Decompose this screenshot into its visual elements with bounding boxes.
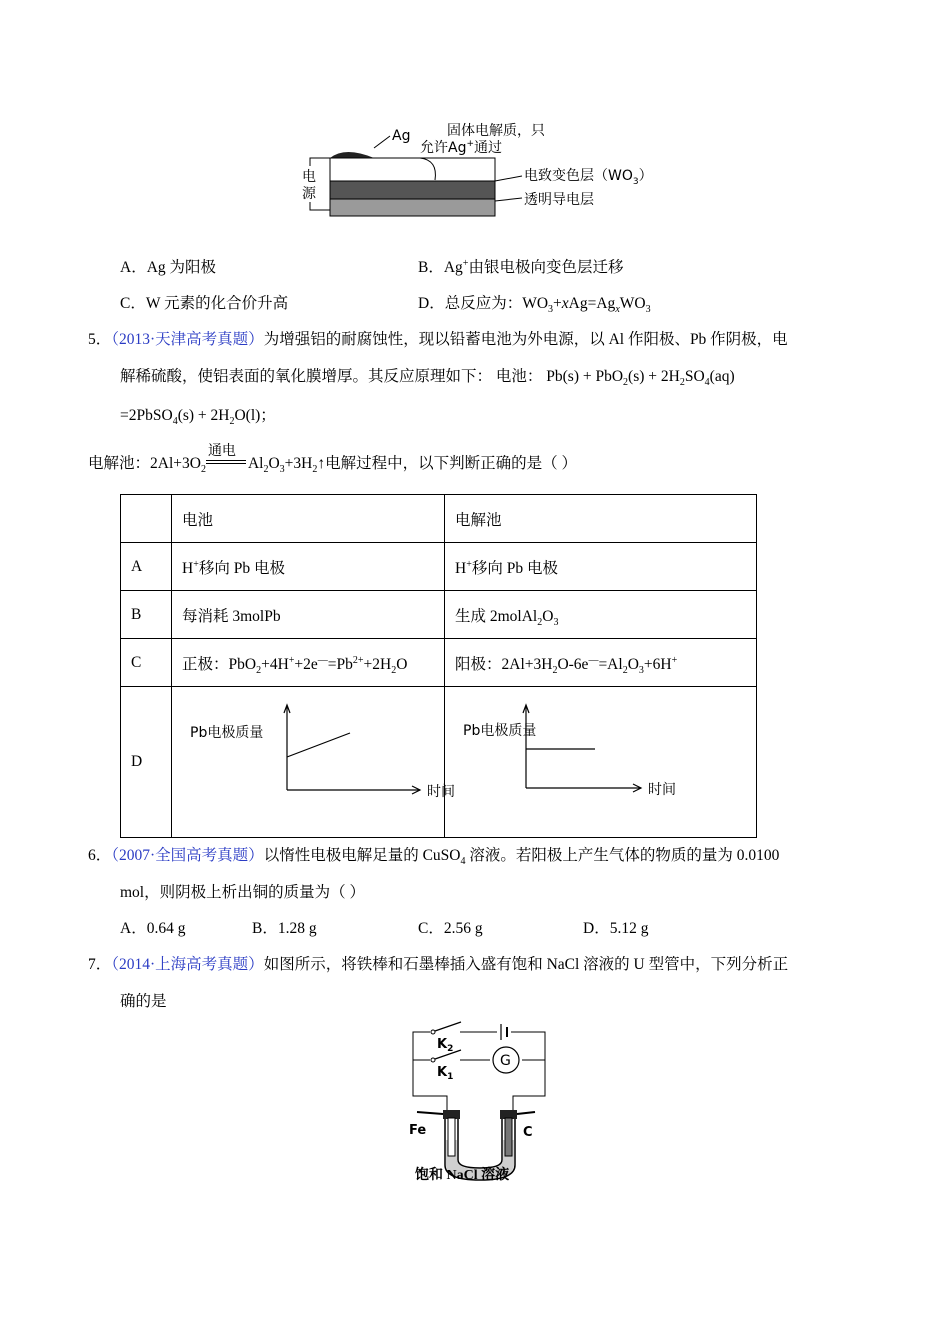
question-number: 7． — [88, 956, 112, 973]
q4-option-a: A．Ag 为阳极 — [120, 259, 217, 276]
reaction-condition: 通电 — [206, 458, 248, 468]
fe-rod — [448, 1118, 455, 1156]
q5-answer-table — [120, 494, 757, 838]
table-header: 电解池 — [445, 495, 757, 543]
question-source: （2013·天津高考真题） — [111, 331, 264, 348]
q6-option-c: C．2.56 g — [418, 920, 483, 937]
outer-circuit-wire — [413, 1032, 545, 1112]
q5-stem-line-2: 解稀硫酸，使铝表面的氧化膜增厚。其反应原理如下： 电池： $Pb(s) + PbO_2(s) + 2H_2SO_4(aq)$ — [120, 368, 735, 389]
q4-option-b: B．Ag+由银电极向变色层迁移 — [418, 257, 624, 276]
table-row-a — [121, 543, 757, 591]
q7-stem-line-2: 确的是 — [120, 993, 167, 1010]
table-cell: 阳极：$2Al+3H_2O-6e^—=Al_2O_3+6H^+$ — [445, 639, 757, 687]
electrolyte-label-1: 固体电解质，只 — [447, 123, 545, 139]
table-cell — [445, 687, 757, 838]
solid-electrolyte-layer — [330, 158, 495, 181]
q5-stem-line-1: 5．（2013·天津高考真题）为增强铝的耐腐蚀性，现以铅蓄电池为外电源，以 Al 作阳极、Pb 作阴极，电 — [88, 331, 788, 348]
x-axis-label: 时间 — [427, 784, 455, 800]
question-number: 6． — [88, 847, 112, 864]
k2-label: $K_2$ — [437, 1037, 454, 1054]
c-label: C — [523, 1125, 533, 1140]
row-label: D — [121, 687, 172, 838]
q5-electrolysis-equation: 电解池：$2Al+3O_2$ 通电 $Al_2O_3+3H_2↑$电解过程中，以下判断正确的是（ ） — [88, 443, 577, 476]
table-cell — [121, 495, 172, 543]
q4-option-d: D．总反应为：$WO_3+xAg=Ag_xWO_3$ — [418, 295, 651, 316]
y-axis-label: Pb电极质量 — [463, 723, 537, 739]
question-number: 5． — [88, 331, 112, 348]
electrochromic-device-figure — [290, 118, 680, 223]
table-cell: 生成 $2molAl_2O_3$ — [445, 591, 757, 639]
table-row-c — [121, 639, 757, 687]
row-label: A — [121, 543, 172, 591]
k1-switch-contact — [431, 1058, 435, 1062]
q6-option-d: D．5.12 g — [583, 920, 649, 937]
electrochromic-layer-label: 电致变色层$(WO_3)$ — [524, 168, 653, 187]
q4-option-c: C．W 元素的化合价升高 — [120, 295, 289, 312]
y-axis-label: Pb电极质量 — [190, 725, 264, 741]
electrolysis-pb-mass-graph — [445, 687, 755, 832]
question-source: （2014·上海高考真题） — [111, 956, 264, 973]
q6-stem-line-2: mol，则阴极上析出铜的质量为（ ） — [120, 884, 365, 901]
ag-electrode — [330, 152, 374, 158]
u-tube-caption: 饱和 NaCl 溶液 — [415, 1168, 510, 1183]
table-cell: H+移向 Pb 电极 — [172, 543, 445, 591]
fe-lead — [417, 1112, 443, 1114]
q7-stem-line-1: 7．（2014·上海高考真题）如图所示，将铁棒和石墨棒插入盛有饱和 NaCl 溶液的 U 型管中，下列分析正 — [88, 956, 789, 973]
ag-label: Ag — [392, 128, 411, 144]
row-label: C — [121, 639, 172, 687]
electrochromic-layer — [330, 181, 495, 199]
carbon-rod — [505, 1118, 512, 1156]
electrolyte-label-2: 允许Ag+通过 — [420, 139, 503, 156]
q5-stem-line-3: =2PbSO$_4$(s) + $2H_2O(l)$； — [120, 407, 276, 428]
table-row-b — [121, 591, 757, 639]
row-label: B — [121, 591, 172, 639]
table-header: 电池 — [172, 495, 445, 543]
mass-curve — [287, 733, 350, 757]
power-label-1: 电 — [302, 169, 316, 185]
fe-label: Fe — [409, 1123, 427, 1138]
power-label-2: 源 — [302, 186, 316, 202]
q6-option-b: B．1.28 g — [252, 920, 317, 937]
q6-stem-line-1: 6．（2007·全国高考真题）以惰性电极电解足量的 CuSO$_4$ 溶液。若阳极上产生气体的物质的量为 0.0100 — [88, 847, 780, 868]
table-row-d — [121, 687, 757, 838]
question-source: （2007·全国高考真题） — [111, 847, 264, 864]
table-header-row — [121, 495, 757, 543]
table-cell: 正极：$PbO_2+4H^++2e^—=Pb^{2+}+2H_2O$ — [172, 639, 445, 687]
u-tube-inner — [458, 1118, 502, 1168]
battery-pb-mass-graph — [172, 687, 455, 832]
c-lead — [517, 1112, 535, 1114]
k2-switch-contact — [431, 1030, 435, 1034]
galvanometer-label: G — [500, 1053, 511, 1069]
conductive-layer — [330, 199, 495, 216]
table-cell: H+移向 Pb 电极 — [445, 543, 757, 591]
table-cell: 每消耗 3molPb — [172, 591, 445, 639]
table-cell — [172, 687, 455, 838]
k1-label: $K_1$ — [437, 1065, 454, 1082]
q6-option-a: A．0.64 g — [120, 920, 186, 937]
x-axis-label: 时间 — [648, 782, 676, 798]
conductive-layer-label: 透明导电层 — [524, 192, 594, 208]
